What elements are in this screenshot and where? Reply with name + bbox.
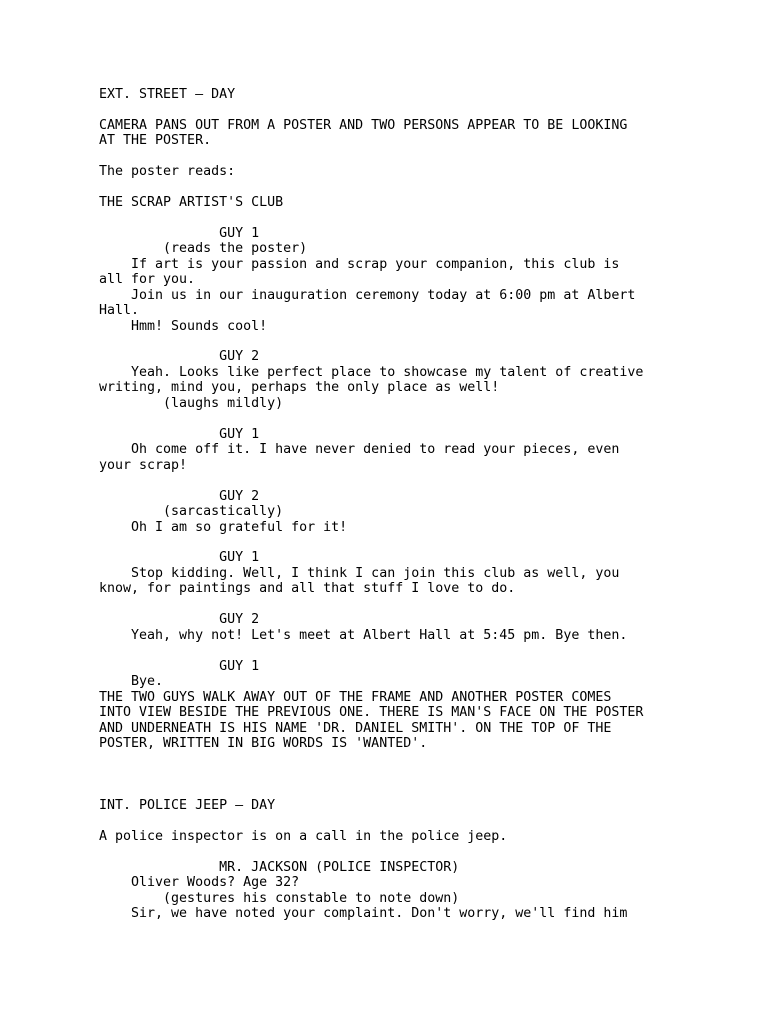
character-name: GUY 1 bbox=[99, 659, 260, 674]
parenthetical: (sarcastically) bbox=[99, 504, 284, 519]
character-name: GUY 1 bbox=[99, 226, 260, 241]
action-line: AND UNDERNEATH IS HIS NAME 'DR. DANIEL SMITH'. ON THE TOP OF THE bbox=[99, 721, 612, 736]
character-name: GUY 2 bbox=[99, 612, 260, 627]
character-name: GUY 2 bbox=[99, 489, 260, 504]
dialogue-line: Yeah. Looks like perfect place to showcase my talent of creative bbox=[99, 365, 644, 380]
dialogue-line: Yeah, why not! Let's meet at Albert Hall at 5:45 pm. Bye then. bbox=[99, 628, 628, 643]
parenthetical: (gestures his constable to note down) bbox=[99, 891, 460, 906]
scene-heading: EXT. STREET – DAY bbox=[99, 87, 236, 102]
dialogue-line: writing, mind you, perhaps the only place as well! bbox=[99, 380, 500, 395]
dialogue-line: Hmm! Sounds cool! bbox=[99, 319, 268, 334]
action-line: The poster reads: bbox=[99, 164, 236, 179]
action-line: POSTER, WRITTEN IN BIG WORDS IS 'WANTED'. bbox=[99, 736, 428, 751]
dialogue-line: Stop kidding. Well, I think I can join this club as well, you bbox=[99, 566, 620, 581]
character-name: GUY 1 bbox=[99, 550, 260, 565]
dialogue-line: know, for paintings and all that stuff I love to do. bbox=[99, 581, 516, 596]
dialogue-line: Oh I am so grateful for it! bbox=[99, 520, 348, 535]
character-name: MR. JACKSON (POLICE INSPECTOR) bbox=[99, 860, 460, 875]
dialogue-line: Oliver Woods? Age 32? bbox=[99, 875, 300, 890]
action-line: THE SCRAP ARTIST'S CLUB bbox=[99, 195, 284, 210]
parenthetical: (laughs mildly) bbox=[99, 396, 284, 411]
dialogue-line: Bye. bbox=[99, 674, 164, 689]
character-name: GUY 2 bbox=[99, 349, 260, 364]
dialogue-line: Oh come off it. I have never denied to read your pieces, even bbox=[99, 442, 620, 457]
action-line: THE TWO GUYS WALK AWAY OUT OF THE FRAME AND ANOTHER POSTER COMES bbox=[99, 690, 612, 705]
dialogue-line: If art is your passion and scrap your companion, this club is bbox=[99, 257, 620, 272]
dialogue-line: all for you. bbox=[99, 272, 196, 287]
action-line: INTO VIEW BESIDE THE PREVIOUS ONE. THERE IS MAN'S FACE ON THE POSTER bbox=[99, 705, 644, 720]
dialogue-line: Sir, we have noted your complaint. Don't worry, we'll find him bbox=[99, 906, 628, 921]
action-line: CAMERA PANS OUT FROM A POSTER AND TWO PERSONS APPEAR TO BE LOOKING bbox=[99, 118, 628, 133]
dialogue-line: your scrap! bbox=[99, 458, 188, 473]
scene-heading: INT. POLICE JEEP – DAY bbox=[99, 798, 276, 813]
action-line: AT THE POSTER. bbox=[99, 133, 212, 148]
dialogue-line: Hall. bbox=[99, 303, 140, 318]
dialogue-line: Join us in our inauguration ceremony today at 6:00 pm at Albert bbox=[99, 288, 636, 303]
character-name: GUY 1 bbox=[99, 427, 260, 442]
parenthetical: (reads the poster) bbox=[99, 241, 308, 256]
action-line: A police inspector is on a call in the police jeep. bbox=[99, 829, 508, 844]
